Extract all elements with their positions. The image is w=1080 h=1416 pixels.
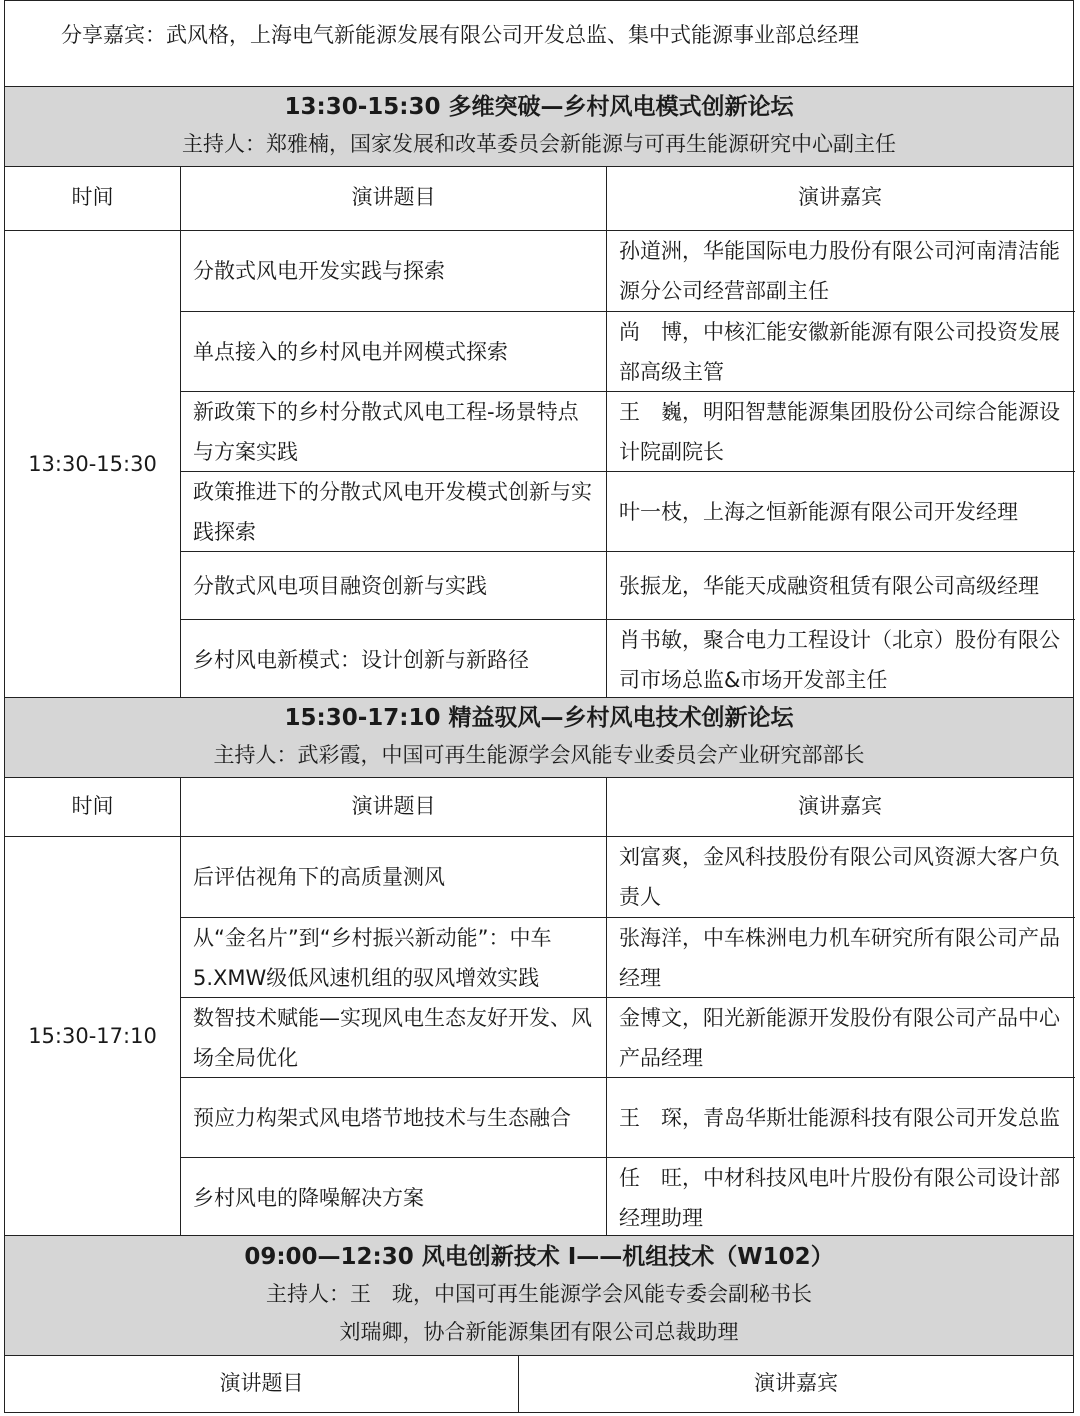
col-header-time: 时间 — [5, 167, 181, 230]
table-row — [181, 1077, 1075, 1157]
row-speaker: 张振龙，华能天成融资租赁有限公司高级经理 — [619, 573, 1039, 598]
row-topic: 政策推进下的分散式风电开发模式创新与实践探索 — [193, 479, 592, 544]
row-speaker: 王 琛，青岛华斯壮能源科技有限公司开发总监 — [619, 1105, 1060, 1130]
forum2-rows — [181, 837, 1075, 1235]
row-topic: 分散式风电项目融资创新与实践 — [193, 573, 487, 598]
table-row — [181, 311, 1075, 391]
agenda-page — [4, 0, 1076, 1416]
table-row — [181, 917, 1075, 997]
row-speaker: 叶一枝，上海之恒新能源有限公司开发经理 — [619, 499, 1018, 524]
forum1-col-headers — [4, 166, 1074, 231]
row-topic: 乡村风电的降噪解决方案 — [193, 1185, 424, 1210]
forum2-header — [4, 697, 1074, 778]
forum3-col-headers — [4, 1355, 1074, 1413]
row-speaker: 刘富爽，金风科技股份有限公司风资源大客户负责人 — [619, 845, 1060, 909]
row-speaker: 金博文，阳光新能源开发股份有限公司产品中心产品经理 — [619, 1005, 1060, 1070]
row-topic: 后评估视角下的高质量测风 — [193, 865, 445, 889]
table-row — [181, 231, 1075, 311]
row-speaker: 王 巍，明阳智慧能源集团股份公司综合能源设计院副院长 — [619, 399, 1060, 464]
table-row — [181, 1157, 1075, 1237]
row-speaker: 尚 博，中核汇能安徽新能源有限公司投资发展部高级主管 — [619, 319, 1060, 384]
forum2-time-cell — [5, 837, 181, 1235]
row-topic: 新政策下的乡村分散式风电工程-场景特点与方案实践 — [193, 399, 579, 464]
forum2-host: 主持人：武彩霞，中国可再生能源学会风能专业委员会产业研究部部长 — [213, 743, 865, 767]
table-row — [181, 551, 1075, 619]
col-header-topic: 演讲题目 — [5, 1356, 519, 1412]
row-speaker: 任 旺，中材科技风电叶片股份有限公司设计部经理助理 — [619, 1165, 1060, 1230]
table-row — [181, 619, 1075, 699]
row-topic: 预应力构架式风电塔节地技术与生态融合 — [193, 1105, 571, 1130]
forum3-host2: 刘瑞卿，协合新能源集团有限公司总裁助理 — [339, 1320, 739, 1344]
col-header-topic: 演讲题目 — [181, 167, 607, 230]
forum1-body — [4, 230, 1074, 698]
forum1-time: 13:30-15:30 — [28, 452, 157, 476]
table-row — [181, 997, 1075, 1077]
col-header-time: 时间 — [5, 778, 181, 836]
forum1-header — [4, 86, 1074, 167]
row-speaker: 张海洋，中车株洲电力机车研究所有限公司产品经理 — [619, 925, 1060, 990]
row-topic: 分散式风电开发实践与探索 — [193, 259, 445, 283]
forum2-time: 15:30-17:10 — [28, 1024, 157, 1048]
table-row — [181, 837, 1075, 917]
row-speaker: 肖书敏，聚合电力工程设计（北京）股份有限公司市场总监&市场开发部主任 — [619, 627, 1060, 692]
col-header-speaker: 演讲嘉宾 — [798, 794, 882, 818]
forum1-host: 主持人：郑雅楠，国家发展和改革委员会新能源与可再生能源研究中心副主任 — [182, 132, 896, 156]
forum2-body — [4, 836, 1074, 1236]
forum2-title: 15:30-17:10 精益驭风—乡村风电技术创新论坛 — [284, 705, 794, 731]
table-row — [181, 471, 1075, 551]
forum3-host1: 主持人：王 珑，中国可再生能源学会风能专委会副秘书长 — [266, 1282, 812, 1306]
row-topic: 从“金名片”到“乡村振兴新动能”：中车5.XMW级低风速机组的驭风增效实践 — [193, 925, 552, 990]
forum1-time-cell — [5, 231, 181, 697]
forum1-rows — [181, 231, 1075, 697]
top-speaker-block — [4, 0, 1074, 88]
forum1-title: 13:30-15:30 多维突破—乡村风电模式创新论坛 — [284, 94, 794, 120]
forum2-col-headers — [4, 777, 1074, 837]
col-header-topic: 演讲题目 — [181, 778, 607, 836]
col-header-speaker: 演讲嘉宾 — [798, 185, 882, 209]
forum3-title: 09:00—12:30 风电创新技术 I——机组技术（W102） — [244, 1244, 834, 1270]
col-header-speaker: 演讲嘉宾 — [754, 1371, 838, 1395]
forum3-header — [4, 1235, 1074, 1356]
row-topic: 单点接入的乡村风电并网模式探索 — [193, 339, 508, 364]
row-speaker: 孙道洲，华能国际电力股份有限公司河南清洁能源分公司经营部副主任 — [619, 239, 1060, 303]
row-topic: 数智技术赋能—实现风电生态友好开发、风场全局优化 — [193, 1005, 592, 1070]
row-topic: 乡村风电新模式：设计创新与新路径 — [193, 647, 529, 672]
top-speaker-line: 分享嘉宾：武风格，上海电气新能源发展有限公司开发总监、集中式能源事业部总经理 — [61, 23, 859, 47]
table-row — [181, 391, 1075, 471]
